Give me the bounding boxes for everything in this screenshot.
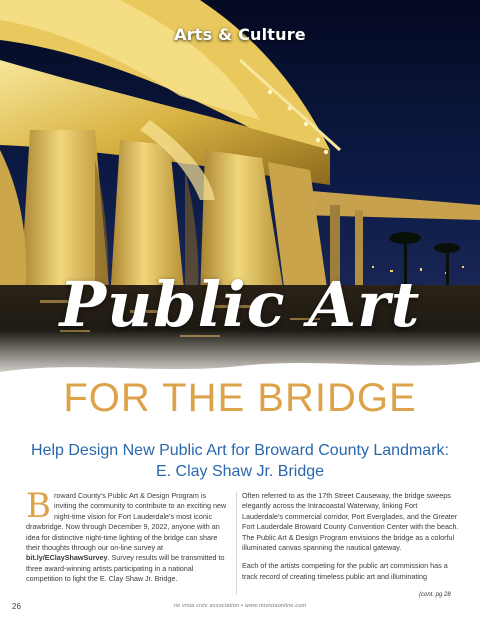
drop-cap: B	[26, 486, 51, 526]
script-title: Public Art	[59, 268, 421, 341]
paragraph	[26, 486, 230, 585]
article-column-left	[26, 486, 230, 593]
paragraph: Often referred to as the 17th Street Causeway, the bridge sweeps elegantly across the Intracoastal Waterway, linking Fort Lauderdale’s commercial corridor, Port Everglades, and the Greater Fort Lauderdale Broward County Convention Center with the beach. The Public Art & Design Program envisions the bridge as a colorful illuminated canvas spanning the nautical gateway.	[242, 491, 459, 553]
article-body	[26, 486, 460, 596]
headline-line-1: Help Design New Public Art for Broward County Landmark:	[31, 442, 449, 459]
subtitle: FOR THE BRIDGE	[63, 376, 417, 420]
paragraph: Each of the artists competing for the public art commission has a track record of creating timeless public art and illuminating	[242, 561, 448, 581]
survey-link[interactable]: bit.ly/EClayShawSurvey	[26, 553, 108, 563]
headline-line-2: E. Clay Shaw Jr. Bridge	[155, 463, 325, 480]
footer-credit: rio vista civic association • www.riovistaonline.com	[173, 603, 307, 609]
article-column-right	[242, 491, 460, 590]
paragraph-tail: . Survey results will be transmitted to three award-winning artists participating in a national competition to light the E. Clay Shaw Jr. Bridge.	[26, 553, 225, 584]
paragraph-lead: roward County’s Public Art & Design Program is inviting the community to contribute to an exciting new night-time vision for Fort Lauderdale’s most iconic drawbridge. Now through December 9, 2022, anyone with an idea for distinctive night-time lighting of the bridge can share their thoughts through our on-line survey at	[26, 491, 227, 553]
continued-note: (cont. pg 28	[419, 592, 451, 598]
page-number: 26	[12, 602, 21, 611]
section-label: Arts & Culture	[174, 25, 306, 44]
article-headline	[30, 440, 450, 482]
